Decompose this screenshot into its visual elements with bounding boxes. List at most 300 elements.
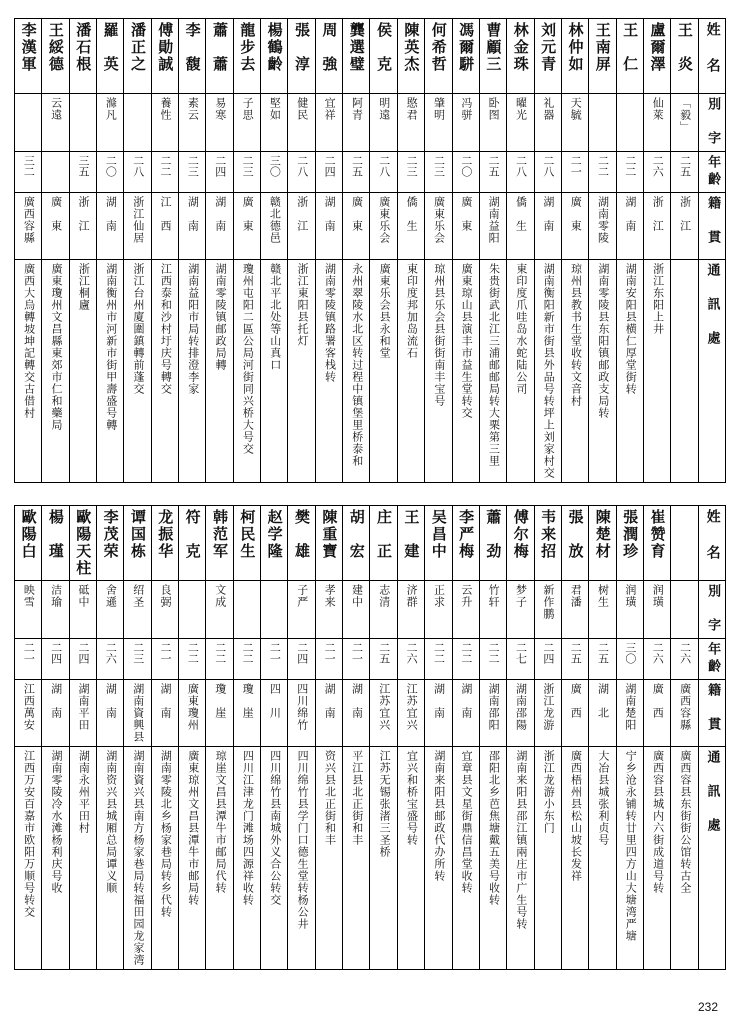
cell-text: 湖南零陵镇邮政局轉 [214,263,228,371]
cell-address [15,747,42,970]
cell-text: 李 馥 [183,22,202,73]
cell-text: 二二 [459,642,473,664]
cell-name [643,19,670,94]
cell-text: 湖南零陵镇路署客栈转 [323,263,337,383]
row-header-text: 姓 名 [704,509,721,563]
cell-address [124,747,151,970]
cell-text: 湖南資兴县南方杨家巷局转福田园龙家湾 [132,750,146,966]
cell-native [671,193,698,260]
cell-text: 二五 [377,642,391,664]
cell-alias [315,581,342,639]
cell-address [671,260,698,483]
cell-address [616,747,643,970]
cell-text: 琼崖文昌县潭牛市邮局代转 [214,750,228,894]
cell-text: 張 淳 [293,22,311,73]
cell-native [616,193,643,260]
cell-text: 浙江龙游 [541,683,555,731]
cell-alias [643,94,670,152]
cell-alias [179,94,206,152]
cell-address [315,747,342,970]
cell-text: 谭国栋 [128,509,147,560]
cell-native [179,193,206,260]
cell-age [479,639,506,680]
cell-name [397,506,424,581]
cell-name [69,19,96,94]
row-header-text: 別 字 [705,97,721,148]
cell-text: 君潘 [569,584,583,608]
cell-text: 二五 [678,155,692,177]
cell-text: 二一 [22,642,36,664]
cell-alias [288,581,315,639]
cell-text: 吴昌中 [429,509,448,560]
cell-name [425,506,452,581]
cell-name [561,19,588,94]
cell-text: 江苏无锡张渚三圣桥 [378,750,392,858]
cell-text: 李漢軍 [19,22,38,73]
cell-text: 树生 [596,584,610,608]
cell-address [179,260,206,483]
cell-text: 新作鹏 [541,584,555,620]
cell-alias [397,94,424,152]
cell-text: 湖南衡州市河新市街甲壽盛号轉 [104,263,118,431]
cell-text: 李茂荣 [101,509,120,560]
cell-native [370,680,397,747]
cell-text: 陳楚材 [593,509,612,560]
cell-name [479,19,506,94]
cell-age [452,639,479,680]
cell-text: 陳重寶 [320,509,339,560]
cell-age [315,639,342,680]
cell-address [69,260,96,483]
cell-text: 阿青 [350,97,364,121]
cell-alias [206,94,233,152]
cell-alias [479,94,506,152]
cell-age [69,639,96,680]
cell-text: 志清 [377,584,391,608]
cell-alias [643,581,670,639]
cell-text: 二五 [569,642,583,664]
cell-native [343,193,370,260]
cell-age [671,152,698,193]
cell-text: 廣東乐会 [377,196,391,244]
cell-text: 何希哲 [429,22,448,73]
cell-text: 湖 南 [104,683,118,719]
cell-age [425,639,452,680]
cell-text: 洁瑜 [49,584,63,608]
cell-text: 湖 南 [159,683,173,719]
cell-text: 子严 [295,584,309,608]
cell-name [206,506,233,581]
cell-age [425,152,452,193]
cell-name [425,19,452,94]
cell-age [561,639,588,680]
cell-text: 韦来招 [539,509,558,560]
cell-text: 蕭 劲 [484,509,503,560]
cell-text: 二二 [213,642,227,664]
cell-text: 湖南益阳 [487,196,501,244]
cell-alias [534,581,561,639]
cell-age [233,152,260,193]
cell-name [671,19,698,94]
cell-name [288,506,315,581]
cell-text: 竹轩 [487,584,501,608]
cell-text: 樊 雄 [293,509,311,560]
cell-address [397,747,424,970]
cell-native [561,680,588,747]
cell-text: 湖南安阳县横仁厚堂街转 [624,263,638,395]
cell-text: 湖 南 [623,196,637,232]
cell-text: 二八 [295,155,309,177]
cell-address [206,260,233,483]
cell-text: 二六 [651,155,665,177]
cell-text: 湖南零陵 [596,196,610,244]
cell-text: 廣 東 [49,196,63,232]
cell-age [370,639,397,680]
cell-text: 二二 [487,642,501,664]
cell-text: 二二 [596,155,610,177]
cell-text: 江西萬安 [22,683,36,731]
table-row-age [15,152,726,193]
cell-text: 资兴县北正街和丰 [323,750,337,846]
row-header-address [698,747,725,970]
cell-text: 龔選璧 [347,22,366,73]
cell-text: 江苏宜兴 [405,683,419,731]
cell-name [397,19,424,94]
cell-native [589,193,616,260]
cell-alias [42,94,69,152]
table-row-alias [15,94,726,152]
cell-name [616,19,643,94]
cell-age [589,639,616,680]
cell-name [561,506,588,581]
cell-address [288,260,315,483]
cell-native [97,193,124,260]
cell-address [315,260,342,483]
cell-text: 廣西大烏轉坡坤記轉交古借村 [22,263,36,419]
cell-address [151,260,178,483]
cell-text: 润璜 [651,584,665,608]
cell-alias [288,94,315,152]
cell-text: 楊鶴齡 [265,22,284,73]
cell-text: 湖 南 [104,196,118,232]
cell-text: 湖 南 [432,683,446,719]
cell-text: 庄 正 [375,509,394,560]
cell-text: 四川绵竹县南城外义合公转交 [268,750,282,906]
cell-age [534,639,561,680]
cell-text: 楊 瑾 [46,509,65,560]
cell-text: 二四 [49,642,63,664]
cell-text: 二六 [678,642,692,664]
row-header-address [698,260,725,483]
cell-age [42,152,69,193]
cell-alias [42,581,69,639]
cell-alias [261,581,288,639]
cell-native [233,680,260,747]
cell-text: 廣西容县城内六街成道号转 [651,750,665,894]
cell-address [261,260,288,483]
cell-text: 四川绵竹 [295,683,309,731]
cell-text: 曹顧三 [484,22,503,73]
cell-text: 湖 南 [323,683,337,719]
cell-text: 湖南平田 [77,683,91,731]
cell-alias [589,581,616,639]
cell-address [261,747,288,970]
cell-text: 二八 [131,155,145,177]
cell-age [15,152,42,193]
cell-native [261,193,288,260]
cell-alias [507,581,534,639]
cell-text: 廣西容縣 [678,683,692,731]
cell-text: 王 建 [402,509,421,560]
cell-address [288,747,315,970]
cell-text: 周 強 [320,22,339,73]
cell-text: 東印度爪哇岛水蛇陆公司 [514,263,528,395]
cell-text: 浙 江 [77,196,91,232]
cell-name [671,506,698,581]
table-row-alias [15,581,726,639]
cell-text: 湖南零陵县东阳镇邮政支局转 [596,263,610,419]
cell-age [343,152,370,193]
cell-text: 宜祥 [323,97,337,121]
cell-text: 傅尔梅 [511,509,530,560]
row-header-text: 姓 名 [704,22,721,76]
cell-age [507,639,534,680]
cell-text: 林金珠 [511,22,530,73]
cell-age [233,639,260,680]
cell-text: 浙江龙游小东门 [542,750,556,834]
cell-text: 二三 [186,155,200,177]
cell-native [124,680,151,747]
cell-text: 湖南邵陽 [514,683,528,731]
cell-name [233,506,260,581]
cell-name [534,506,561,581]
cell-address [97,747,124,970]
cell-name [534,19,561,94]
table-gap [14,483,726,505]
cell-address [42,260,69,483]
cell-address [561,747,588,970]
cell-alias [561,94,588,152]
cell-text: 廣東乐会 [432,196,446,244]
cell-name [124,506,151,581]
cell-text: 四川绵竹县学门口德生堂转杨公井 [296,750,310,930]
cell-native [69,680,96,747]
cell-native [179,680,206,747]
cell-name [233,19,260,94]
cell-alias [151,581,178,639]
cell-text: 龍步去 [238,22,257,73]
cell-text: 浙江仙居 [131,196,145,244]
cell-text: 韩范军 [210,509,229,560]
cell-text: 二二 [241,642,255,664]
cell-text: 宜章县文星街鼎信昌堂收转 [460,750,474,894]
cell-alias [561,581,588,639]
cell-name [97,19,124,94]
cell-text: 浙江台州廈圍鎮轉前蓬交 [132,263,146,395]
cell-native [151,193,178,260]
cell-native [261,680,288,747]
cell-text: 肇明 [432,97,446,121]
cell-native [124,193,151,260]
cell-text: 济群 [405,584,419,608]
cell-text: 湖南来阳县邮政代办所转 [432,750,446,882]
cell-age [151,639,178,680]
cell-text: 羅 英 [101,22,120,73]
cell-text: 堅如 [268,97,282,121]
cell-address [643,747,670,970]
cell-text: 二三 [131,642,145,664]
cell-text: 卧图 [487,97,501,121]
cell-text: 瓊 崖 [213,683,227,719]
cell-address [15,260,42,483]
cell-text: 二八 [377,155,391,177]
table-row-name [15,506,726,581]
cell-alias [479,581,506,639]
cell-text: 馮爾駢 [457,22,476,73]
cell-text: 潘石根 [74,22,93,73]
cell-text: 二一 [159,642,173,664]
cell-name [97,506,124,581]
cell-name [206,19,233,94]
cell-native [534,680,561,747]
cell-name [69,506,96,581]
cell-text: 侯 克 [375,22,394,73]
cell-native [425,193,452,260]
cell-alias [671,581,698,639]
cell-age [534,152,561,193]
cell-text: 宜兴和桥宝盛号转 [405,750,419,846]
cell-name [589,19,616,94]
cell-alias [534,94,561,152]
cell-alias [206,581,233,639]
cell-alias [233,581,260,639]
cell-text: 赣北平北处等山真口 [268,263,282,371]
cell-age [671,639,698,680]
cell-text: 東印度邦加岛流石 [405,263,419,359]
cell-text: 廣 西 [651,683,665,719]
cell-name [151,506,178,581]
cell-text: 二六 [104,642,118,664]
cell-name [42,506,69,581]
cell-age [124,152,151,193]
cell-address [97,260,124,483]
cell-text: 江 西 [159,196,173,232]
cell-native [206,193,233,260]
cell-text: 二三 [241,155,255,177]
cell-text: 云升 [459,584,473,608]
cell-name [179,19,206,94]
cell-name [261,506,288,581]
cell-text: 王南屏 [593,22,612,73]
cell-address [452,747,479,970]
cell-alias [616,94,643,152]
cell-age [288,639,315,680]
row-header-text: 別 字 [705,584,721,635]
cell-alias [671,94,698,152]
cell-text: 龙振华 [156,509,175,560]
cell-age [261,639,288,680]
row-header-text: 通 訊 處 [704,263,720,348]
cell-text: 孝来 [323,584,337,608]
cell-text: 歐陽天柱 [74,509,93,577]
cell-address [534,747,561,970]
cell-age [15,639,42,680]
cell-address [452,260,479,483]
cell-native [589,680,616,747]
table-row-native [15,193,726,260]
cell-text: 湖南零陵冷水滩杨利庆号收 [50,750,63,894]
row-header-text: 通 訊 處 [704,750,720,835]
cell-alias [370,581,397,639]
table-row-age [15,639,726,680]
cell-native [479,193,506,260]
cell-text: 二四 [323,155,337,177]
cell-text: 廣 東 [569,196,583,232]
cell-alias [69,581,96,639]
cell-text: 僑 生 [405,196,419,232]
cell-text: 三〇 [268,155,282,177]
cell-text: 江西万安百嘉市欧阳万顺号转交 [22,750,36,918]
cell-text: 绍圣 [131,584,145,608]
cell-text: 素云 [186,97,200,121]
cell-name [42,19,69,94]
cell-alias [315,94,342,152]
cell-text: 二三 [432,155,446,177]
cell-alias [589,94,616,152]
cell-alias [425,94,452,152]
cell-text: 二六 [651,642,665,664]
cell-text: 湖南邵阳 [487,683,501,731]
cell-text: 云遠 [49,97,63,121]
cell-text: 二〇 [104,155,118,177]
cell-text: 廣 東 [241,196,255,232]
cell-text: 湖 北 [596,683,610,719]
cell-text: 浙江桐廬 [77,263,91,311]
cell-name [507,506,534,581]
cell-address [233,260,260,483]
cell-age [206,152,233,193]
cell-text: 湖南永州平田村 [77,750,91,834]
cell-text: 張潤珍 [621,509,640,560]
cell-text: 二一 [350,642,364,664]
cell-age [315,152,342,193]
row-header-alias [698,94,725,152]
cell-text: 湖 南 [186,196,200,232]
cell-alias [69,94,96,152]
cell-address [534,260,561,483]
cell-native [233,193,260,260]
cell-text: 仙萊 [651,97,665,121]
row-header-native [698,680,725,747]
cell-native [507,193,534,260]
cell-alias [616,581,643,639]
cell-text: 二四 [541,642,555,664]
cell-text: 子思 [241,97,255,121]
cell-text: 二四 [77,642,91,664]
cell-native [397,680,424,747]
cell-text: 三二 [22,155,36,177]
cell-native [452,680,479,747]
cell-alias [97,581,124,639]
cell-address [124,260,151,483]
cell-name [616,506,643,581]
cell-text: 胡 宏 [347,509,366,560]
cell-address [42,747,69,970]
cell-text: 二六 [405,642,419,664]
cell-age [643,639,670,680]
cell-name [15,506,42,581]
cell-alias [507,94,534,152]
